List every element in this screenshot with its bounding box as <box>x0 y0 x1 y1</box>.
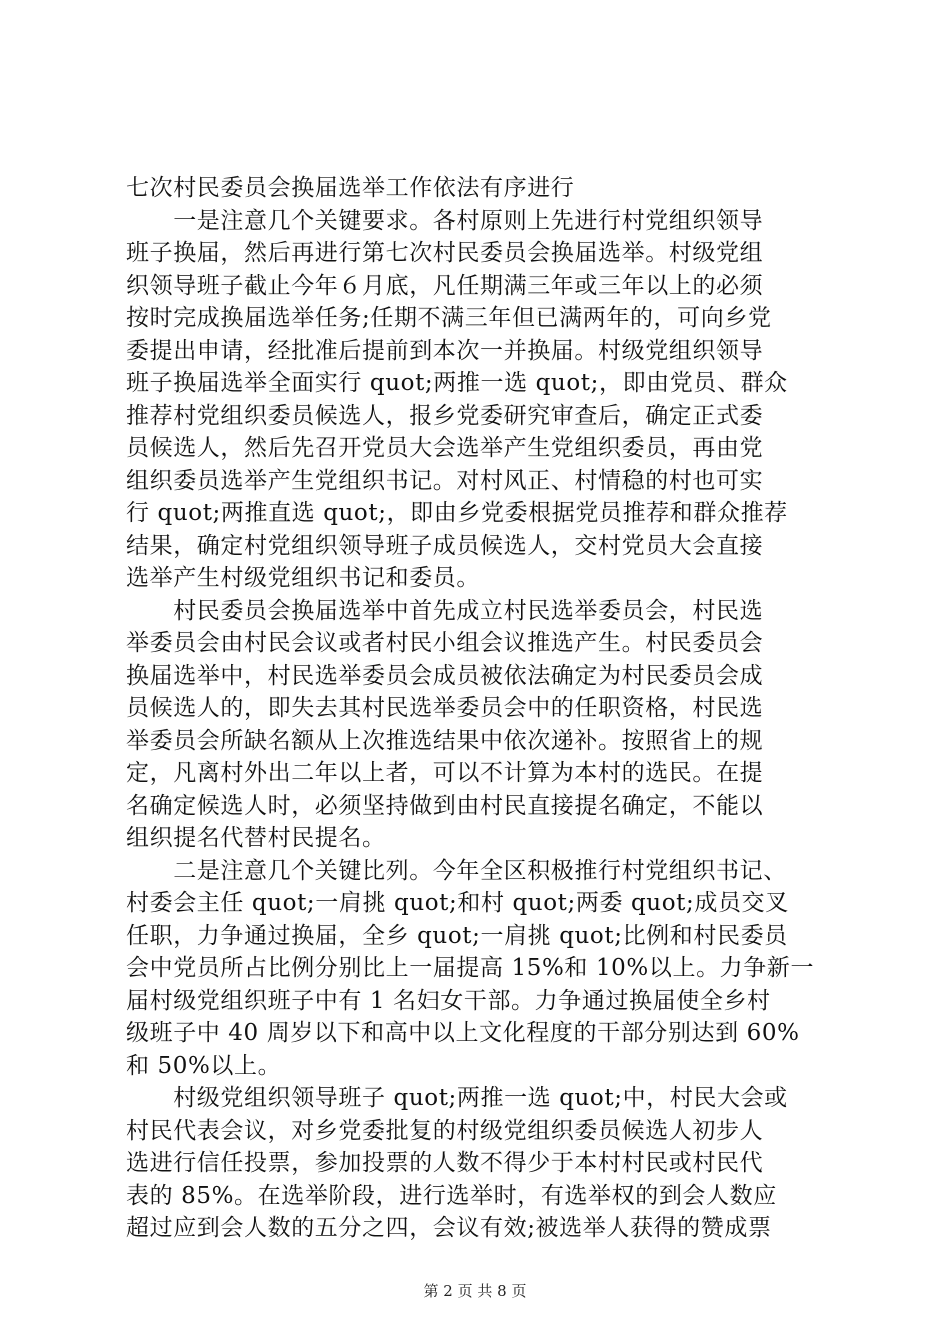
text-line: 班子换届选举全面实行 quot;两推一选 quot;，即由党员、群众 <box>126 370 788 396</box>
text-line: 按时完成换届选举任务;任期不满三年但已满两年的，可向乡党 <box>126 305 772 331</box>
text-line: 村民代表会议，对乡党委批复的村级党组织委员候选人初步人 <box>126 1117 764 1144</box>
text-line: 举委员会由村民会议或者村民小组会议推选产生。村民委员会 <box>126 630 764 656</box>
text-line: 和 50%以上。 <box>126 1052 282 1079</box>
text-line: 组织提名代替村民提名。 <box>126 825 386 851</box>
text-line: 村民委员会换届选举中首先成立村民选举委员会，村民选 <box>126 597 764 624</box>
text-line: 换届选举中，村民选举委员会成员被依法确定为村民委员会成 <box>126 662 764 689</box>
text-line: 七次村民委员会换届选举工作依法有序进行 <box>126 175 575 201</box>
text-line: 二是注意几个关键比列。今年全区积极推行村党组织书记、 <box>126 857 787 884</box>
text-line: 届村级党组织班子中有 1 名妇女干部。力争通过换届使全乡村 <box>126 987 771 1014</box>
text-line: 班子换届，然后再进行第七次村民委员会换届选举。村级党组 <box>126 240 764 266</box>
text-line: 表的 85%。在选举阶段，进行选举时，有选举权的到会人数应 <box>126 1182 777 1209</box>
text-line: 织领导班子截止今年６月底，凡任期满三年或三年以上的必须 <box>126 272 764 299</box>
text-line: 任职，力争通过换届，全乡 quot;一肩挑 quot;比例和村民委员 <box>126 922 788 949</box>
text-line: 超过应到会人数的五分之四，会议有效;被选举人获得的赞成票 <box>126 1215 772 1241</box>
text-line: 一是注意几个关键要求。各村原则上先进行村党组织领导 <box>126 207 764 234</box>
text-line: 结果，确定村党组织领导班子成员候选人，交村党员大会直接 <box>126 532 764 559</box>
text-line: 村级党组织领导班子 quot;两推一选 quot;中，村民大会或 <box>126 1085 788 1111</box>
text-line: 员候选人，然后先召开党员大会选举产生党组织委员，再由党 <box>126 435 764 461</box>
text-line: 级班子中 40 周岁以下和高中以上文化程度的干部分别达到 60% <box>126 1020 800 1046</box>
text-line: 委提出申请，经批准后提前到本次一并换届。村级党组织领导 <box>126 337 764 364</box>
text-line: 名确定候选人时，必须坚持做到由村民直接提名确定，不能以 <box>126 792 764 819</box>
text-line: 举委员会所缺名额从上次推选结果中依次递补。按照省上的规 <box>126 727 764 754</box>
text-line: 推荐村党组织委员候选人，报乡党委研究审查后，确定正式委 <box>126 402 764 429</box>
text-line: 定，凡离村外出二年以上者，可以不计算为本村的选民。在提 <box>126 760 764 786</box>
document-body <box>126 172 832 1245</box>
text-line: 行 quot;两推直选 quot;，即由乡党委根据党员推荐和群众推荐 <box>126 500 788 526</box>
text-line: 会中党员所占比例分别比上一届提高 15%和 10%以上。力争新一 <box>126 955 815 981</box>
page-footer: 第 2 页 共 8 页 <box>423 1282 527 1300</box>
text-line: 选举产生村级党组织书记和委员。 <box>126 565 480 591</box>
text-line: 选进行信任投票，参加投票的人数不得少于本村村民或村民代 <box>126 1150 764 1176</box>
text-line: 村委会主任 quot;一肩挑 quot;和村 quot;两委 quot;成员交叉 <box>126 890 789 916</box>
text-line: 员候选人的，即失去其村民选举委员会中的任职资格，村民选 <box>126 695 764 721</box>
text-line: 组织委员选举产生党组织书记。对村风正、村情稳的村也可实 <box>126 467 764 494</box>
